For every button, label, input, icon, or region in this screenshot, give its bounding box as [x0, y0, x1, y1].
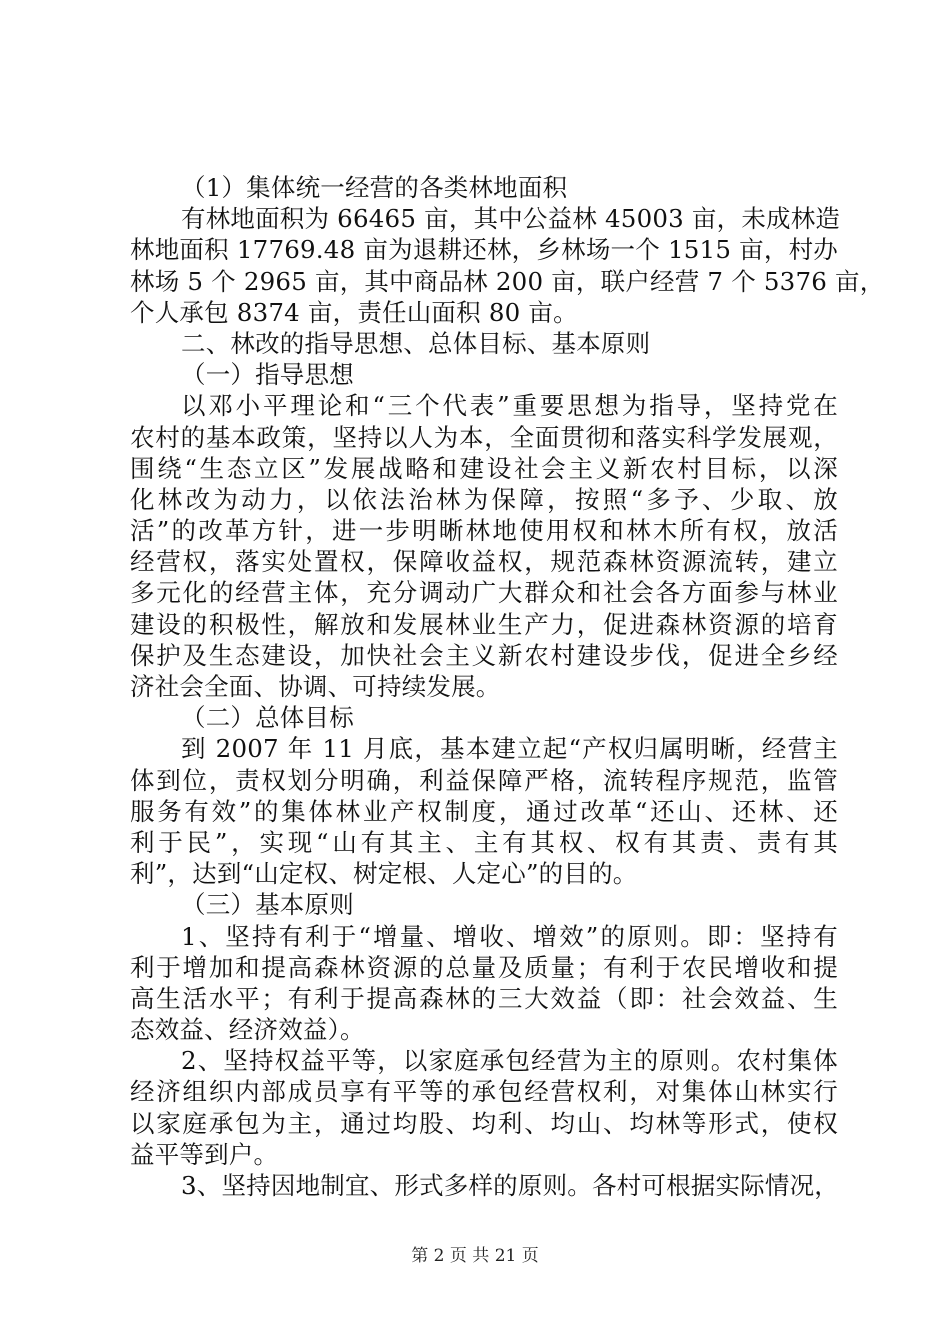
text-line: 活”的改革方针，进一步明晰林地使用权和林木所有权，放活 [130, 516, 838, 546]
text-line: 体到位，责权划分明确，利益保障严格，流转程序规范，监管 [130, 765, 838, 795]
text-line: 服务有效”的集体林业产权制度，通过改革“还山、还林、还 [130, 796, 838, 826]
paragraph-first-line: 到 2007 年 11 月底，基本建立起“产权归属明晰，经营主 [181, 734, 838, 764]
text-line: 农村的基本政策，坚持以人为本，全面贯彻和落实科学发展观， [130, 422, 838, 452]
text-line: 益平等到户。 [130, 1139, 279, 1169]
text-line: 保护及生态建设，加快社会主义新农村建设步伐，促进全乡经 [130, 640, 838, 670]
page-footer: 第 2 页 共 21 页 [411, 1246, 539, 1266]
paragraph-first-line: 3、坚持因地制宜、形式多样的原则。各村可根据实际情况， [181, 1171, 839, 1200]
subsection-heading: （二）总体目标 [181, 703, 354, 733]
text-line: 林场 5 个 2965 亩，其中商品林 200 亩，联户经营 7 个 5376 亩， [130, 266, 885, 296]
text-line: 化林改为动力，以依法治林为保障，按照“多予、少取、放 [130, 484, 838, 514]
text-line: 经营权，落实处置权，保障收益权，规范森林资源流转，建立 [130, 547, 838, 577]
subsection-heading: （三）基本原则 [181, 890, 354, 920]
subsection-heading: （一）指导思想 [181, 360, 354, 390]
text-line: 经济组织内部成员享有平等的承包经营权利，对集体山林实行 [130, 1077, 838, 1107]
subsection-heading: （1）集体统一经营的各类林地面积 [181, 173, 568, 202]
paragraph-first-line: 1、坚持有利于“增量、增收、增效”的原则。即：坚持有 [181, 921, 838, 951]
text-line: 多元化的经营主体，充分调动广大群众和社会各方面参与林业 [130, 578, 838, 608]
text-line: 林地面积 17769.48 亩为退耕还林，乡林场一个 1515 亩，村办 [130, 235, 838, 265]
text-line: 以家庭承包为主，通过均股、均利、均山、均林等形式，使权 [130, 1108, 838, 1138]
section-heading: 二、林改的指导思想、总体目标、基本原则 [181, 328, 651, 358]
text-line: 建设的积极性，解放和发展林业生产力，促进森林资源的培育 [130, 609, 838, 639]
text-line: 围绕“生态立区”发展战略和建设社会主义新农村目标，以深 [130, 453, 838, 483]
text-line: 高生活水平；有利于提高森林的三大效益（即：社会效益、生 [130, 983, 838, 1013]
text-line: 济社会全面、协调、可持续发展。 [130, 672, 501, 701]
text-line: 利”，达到“山定权、树定根、人定心”的目的。 [130, 859, 638, 889]
paragraph-first-line: 2、坚持权益平等，以家庭承包经营为主的原则。农村集体 [181, 1046, 838, 1076]
text-line: 利于民”，实现“山有其主、主有其权、权有其责、责有其 [130, 827, 838, 857]
text-line: 态效益、经济效益）。 [130, 1015, 365, 1045]
paragraph-first-line: 以邓小平理论和“三个代表”重要思想为指导，坚持党在 [181, 391, 838, 421]
paragraph-first-line: 有林地面积为 66465 亩，其中公益林 45003 亩，未成林造 [181, 204, 841, 234]
text-line: 个人承包 8374 亩，责任山面积 80 亩。 [130, 297, 578, 327]
document-body [130, 172, 885, 1201]
text-line: 利于增加和提高森林资源的总量及质量；有利于农民增收和提 [130, 952, 838, 982]
